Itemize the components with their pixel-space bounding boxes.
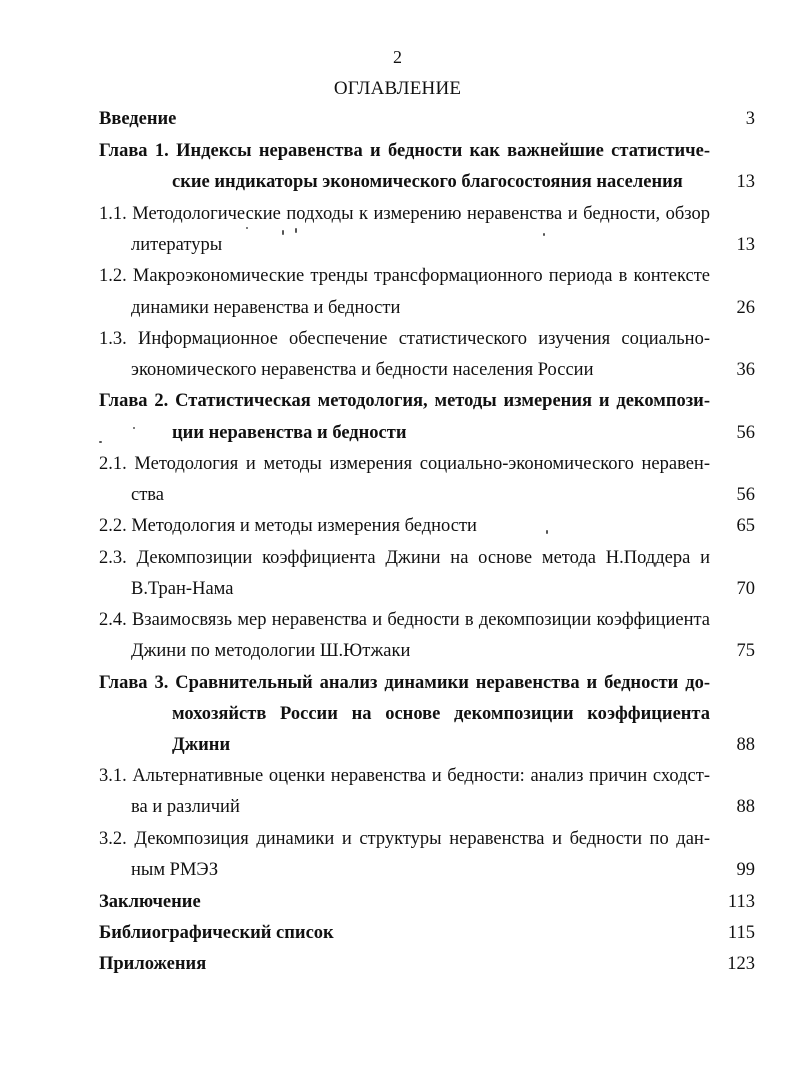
scan-speck [99, 441, 102, 443]
toc-entry-page: 65 [736, 516, 755, 536]
toc-entry-title-continued: ции неравенства и бедности [172, 423, 407, 443]
scan-speck [543, 233, 545, 236]
toc-entry-page: 99 [736, 860, 755, 880]
toc-entry-title: 2.1. Методология и методы измерения социально-экономического неравен- [99, 454, 710, 474]
toc-entry-title: Введение [99, 109, 177, 129]
toc-entry-title: Заключение [99, 892, 201, 912]
toc-entry-page: 123 [727, 954, 755, 974]
toc-entry-title: Глава 1. Индексы неравенства и бедности как важнейшие статистиче- [99, 141, 710, 161]
toc-entry-title-continued: экономического неравенства и бедности населения России [131, 360, 594, 380]
toc-entry-title: 1.1. Методологические подходы к измерению неравенства и бедности, обзор [99, 204, 710, 224]
toc-entry-page: 113 [727, 892, 755, 912]
toc-entry-title: 3.2. Декомпозиция динамики и структуры неравенства и бедности по дан- [99, 829, 710, 849]
toc-entry-page: 88 [736, 797, 755, 817]
toc-entry-title-continued: Джини по методологии Ш.Ютжаки [131, 641, 411, 661]
toc-entry-page: 26 [736, 298, 755, 318]
toc-entry-title: 3.1. Альтернативные оценки неравенства и бедности: анализ причин сходст- [99, 766, 710, 786]
toc-entry-title: 1.3. Информационное обеспечение статистического изучения социально- [99, 329, 710, 349]
scan-speck [133, 427, 135, 429]
toc-entry-title: Приложения [99, 954, 207, 974]
toc-entry-title: Глава 2. Статистическая методология, методы измерения и декомпози- [99, 391, 710, 411]
toc-entry-page: 115 [727, 923, 755, 943]
toc-entry-title-continued: динамики неравенства и бедности [131, 298, 401, 318]
toc-entry-title-continued: ным РМЭЗ [131, 860, 219, 880]
toc-entry-title-continued: Джини [172, 735, 231, 755]
toc-entry-page: 36 [736, 360, 755, 380]
toc-entry-title-continued: литературы [131, 235, 223, 255]
toc-entry-title-continued: ва и различий [131, 797, 240, 817]
scan-speck [546, 530, 548, 534]
toc-entry-title: 2.3. Декомпозиции коэффициента Джини на основе метода Н.Поддера и [99, 548, 710, 568]
page-number: 2 [393, 47, 402, 67]
toc-entry-title-continued: ства [131, 485, 164, 505]
toc-entry-title: Глава 3. Сравнительный анализ динамики неравенства и бедности до- [99, 673, 710, 693]
toc-entry-page: 70 [736, 579, 755, 599]
toc-entry-page: 56 [736, 485, 755, 505]
toc-entry-title: 2.4. Взаимосвязь мер неравенства и бедности в декомпозиции коэффициента [99, 610, 710, 630]
toc-entry-page: 13 [736, 172, 755, 192]
toc-entry-page: 3 [745, 109, 755, 129]
scan-speck [282, 230, 284, 235]
toc-entry-page: 75 [736, 641, 755, 661]
toc-entry-title: 1.2. Макроэкономические тренды трансформационного периода в контексте [99, 266, 710, 286]
toc-entry-title-continued: ские индикаторы экономического благосостояния населения [172, 172, 683, 192]
toc-entry-page: 13 [736, 235, 755, 255]
toc-entry-title: Библиографический список [99, 923, 334, 943]
toc-entry-title-continued: В.Тран-Нама [131, 579, 234, 599]
toc-entry-title-continued: мохозяйств России на основе декомпозиции коэффициента [172, 704, 710, 724]
scan-speck [246, 227, 248, 229]
toc-entry-page: 88 [736, 735, 755, 755]
scan-speck [295, 228, 297, 233]
toc-entry-title: 2.2. Методология и методы измерения бедности [99, 516, 477, 536]
page-title: ОГЛАВЛЕНИЕ [333, 78, 462, 99]
toc-entry-page: 56 [736, 423, 755, 443]
